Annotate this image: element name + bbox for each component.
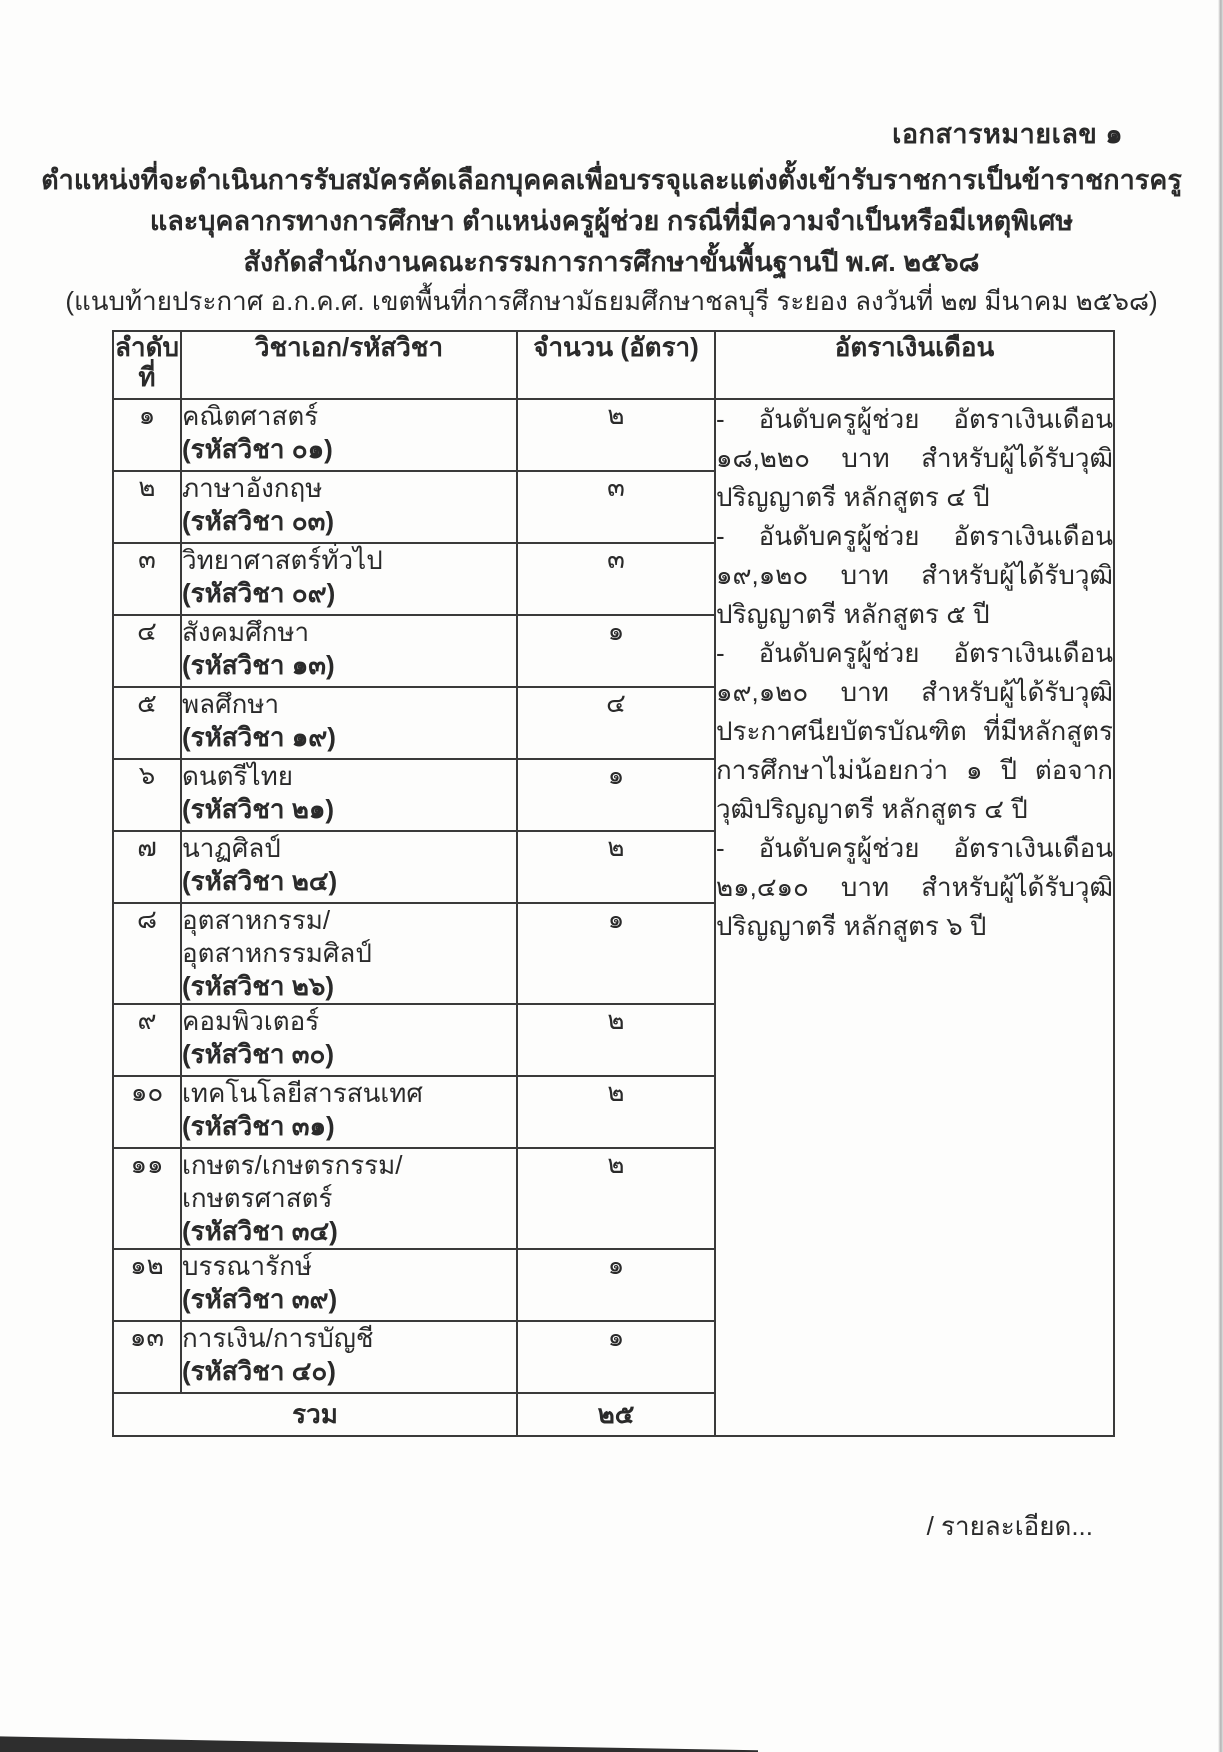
subject-name: ดนตรีไทย — [182, 761, 293, 791]
subject-name: สังคมศึกษา — [182, 617, 310, 647]
count-cell: ๒ — [517, 831, 715, 903]
subject-name: อุตสาหกรรม/อุตสาหกรรมศิลป์ — [182, 905, 372, 968]
subject-name: การเงิน/การบัญชี — [182, 1323, 374, 1353]
subject-code: (รหัสวิชา ๐๑) — [182, 434, 333, 464]
title-line-1: ตำแหน่งที่จะดำเนินการรับสมัครคัดเลือกบุคคลเพื่อบรรจุและแต่งตั้งเข้ารับราชการเป็นข้าราชการครู — [41, 165, 1182, 195]
subject-name: คณิตศาสตร์ — [182, 401, 319, 431]
subject-code: (รหัสวิชา ๒๑) — [182, 794, 335, 824]
count-cell: ๑ — [517, 1249, 715, 1321]
subject-name: ภาษาอังกฤษ — [182, 473, 323, 503]
subject-code: (รหัสวิชา ๒๖) — [182, 971, 335, 1001]
subject-cell — [181, 1004, 517, 1076]
row-number-cell: ๖ — [113, 759, 181, 831]
subject-name: เทคโนโลยีสารสนเทศ — [182, 1078, 423, 1108]
header-no-line1: ลำดับ — [115, 332, 179, 362]
row-number-cell: ๑๐ — [113, 1076, 181, 1148]
count-cell: ๑ — [517, 615, 715, 687]
subject-cell — [181, 831, 517, 903]
subject-code: (รหัสวิชา ๓๐) — [182, 1039, 335, 1069]
row-number-cell: ๘ — [113, 903, 181, 1004]
total-label: รวม — [113, 1393, 517, 1436]
table-row — [113, 399, 1114, 471]
count-cell: ๒ — [517, 1076, 715, 1148]
header-no-line2: ที่ — [138, 362, 156, 392]
positions-table — [112, 330, 1115, 1437]
subject-code: (รหัสวิชา ๔๐) — [182, 1356, 336, 1386]
document-title — [0, 160, 1223, 283]
count-cell: ๒ — [517, 399, 715, 471]
count-cell: ๑ — [517, 1321, 715, 1393]
subject-name: วิทยาศาสตร์ทั่วไป — [182, 545, 383, 575]
subject-name: นาฏศิลป์ — [182, 833, 281, 863]
table-header-row — [113, 331, 1114, 399]
scan-edge-artifact — [1218, 0, 1223, 1752]
subject-cell — [181, 615, 517, 687]
subject-code: (รหัสวิชา ๑๓) — [182, 650, 335, 680]
subject-code: (รหัสวิชา ๐๙) — [182, 578, 336, 608]
subject-cell — [181, 1249, 517, 1321]
count-cell: ๓ — [517, 471, 715, 543]
title-line-2: และบุคลากรทางการศึกษา ตำแหน่งครูผู้ช่วย กรณีที่มีความจำเป็นหรือมีเหตุพิเศษ — [149, 206, 1074, 236]
row-number-cell: ๑๑ — [113, 1148, 181, 1249]
subject-cell — [181, 1148, 517, 1249]
count-cell: ๔ — [517, 687, 715, 759]
row-number-cell: ๒ — [113, 471, 181, 543]
subject-code: (รหัสวิชา ๐๓) — [182, 506, 335, 536]
title-line-3: สังกัดสำนักงานคณะกรรมการการศึกษาขั้นพื้นฐานปี พ.ศ. ๒๕๖๘ — [243, 247, 980, 277]
subject-cell — [181, 471, 517, 543]
subject-code: (รหัสวิชา ๑๙) — [182, 722, 336, 752]
header-count: จำนวน (อัตรา) — [517, 331, 715, 399]
row-number-cell: ๙ — [113, 1004, 181, 1076]
attachment-subtitle: (แนบท้ายประกาศ อ.ก.ค.ศ. เขตพื้นที่การศึกษามัธยมศึกษาชลบุรี ระยอง ลงวันที่ ๒๗ มีนาคม ๒๕๖๘) — [65, 286, 1158, 316]
count-cell: ๑ — [517, 903, 715, 1004]
subject-name: คอมพิวเตอร์ — [182, 1006, 320, 1036]
subject-cell — [181, 399, 517, 471]
salary-note: - อันดับครูผู้ช่วย อัตราเงินเดือน ๑๙,๑๒๐ บาท สำหรับผู้ได้รับวุฒิปริญญาตรี หลักสูตร ๕ ปี — [716, 521, 1113, 629]
subject-code: (รหัสวิชา ๒๔) — [182, 866, 338, 896]
subject-code: (รหัสวิชา ๓๔) — [182, 1216, 338, 1246]
count-cell: ๒ — [517, 1004, 715, 1076]
row-number-cell: ๑๒ — [113, 1249, 181, 1321]
subject-cell — [181, 1076, 517, 1148]
salary-info-cell — [715, 399, 1114, 1436]
subject-code: (รหัสวิชา ๓๑) — [182, 1111, 335, 1141]
count-cell: ๒ — [517, 1148, 715, 1249]
row-number-cell: ๗ — [113, 831, 181, 903]
count-cell: ๓ — [517, 543, 715, 615]
subject-cell — [181, 543, 517, 615]
row-number-cell: ๓ — [113, 543, 181, 615]
subject-cell — [181, 759, 517, 831]
row-number-cell: ๔ — [113, 615, 181, 687]
subject-name: เกษตร/เกษตรกรรม/เกษตรศาสตร์ — [182, 1150, 403, 1213]
subject-name: บรรณารักษ์ — [182, 1251, 312, 1281]
salary-note: - อันดับครูผู้ช่วย อัตราเงินเดือน ๑๙,๑๒๐ บาท สำหรับผู้ได้รับวุฒิประกาศนียบัตรบัณฑิต ที่มีหลักสูตรการศึกษาไม่น้อยกว่า ๑ ปี ต่อจากวุฒิปริญญาตรี หลักสูตร ๔ ปี — [716, 638, 1113, 824]
subject-cell — [181, 903, 517, 1004]
header-no — [113, 331, 181, 399]
header-subject: วิชาเอก/รหัสวิชา — [181, 331, 517, 399]
row-number-cell: ๑๓ — [113, 1321, 181, 1393]
subject-cell — [181, 687, 517, 759]
scan-shadow-artifact — [0, 1735, 758, 1752]
header-salary: อัตราเงินเดือน — [715, 331, 1114, 399]
footer-continuation-note: / รายละเอียด... — [926, 1511, 1093, 1541]
total-value: ๒๕ — [517, 1393, 715, 1436]
subject-cell — [181, 1321, 517, 1393]
salary-note: - อันดับครูผู้ช่วย อัตราเงินเดือน ๑๘,๒๒๐ บาท สำหรับผู้ได้รับวุฒิปริญญาตรี หลักสูตร ๔ ปี — [716, 404, 1113, 512]
subject-name: พลศึกษา — [182, 689, 280, 719]
row-number-cell: ๑ — [113, 399, 181, 471]
subject-code: (รหัสวิชา ๓๙) — [182, 1284, 338, 1314]
count-cell: ๑ — [517, 759, 715, 831]
document-number: เอกสารหมายเลข ๑ — [892, 119, 1123, 149]
salary-note: - อันดับครูผู้ช่วย อัตราเงินเดือน ๒๑,๔๑๐ บาท สำหรับผู้ได้รับวุฒิปริญญาตรี หลักสูตร ๖ ปี — [716, 833, 1113, 941]
row-number-cell: ๕ — [113, 687, 181, 759]
